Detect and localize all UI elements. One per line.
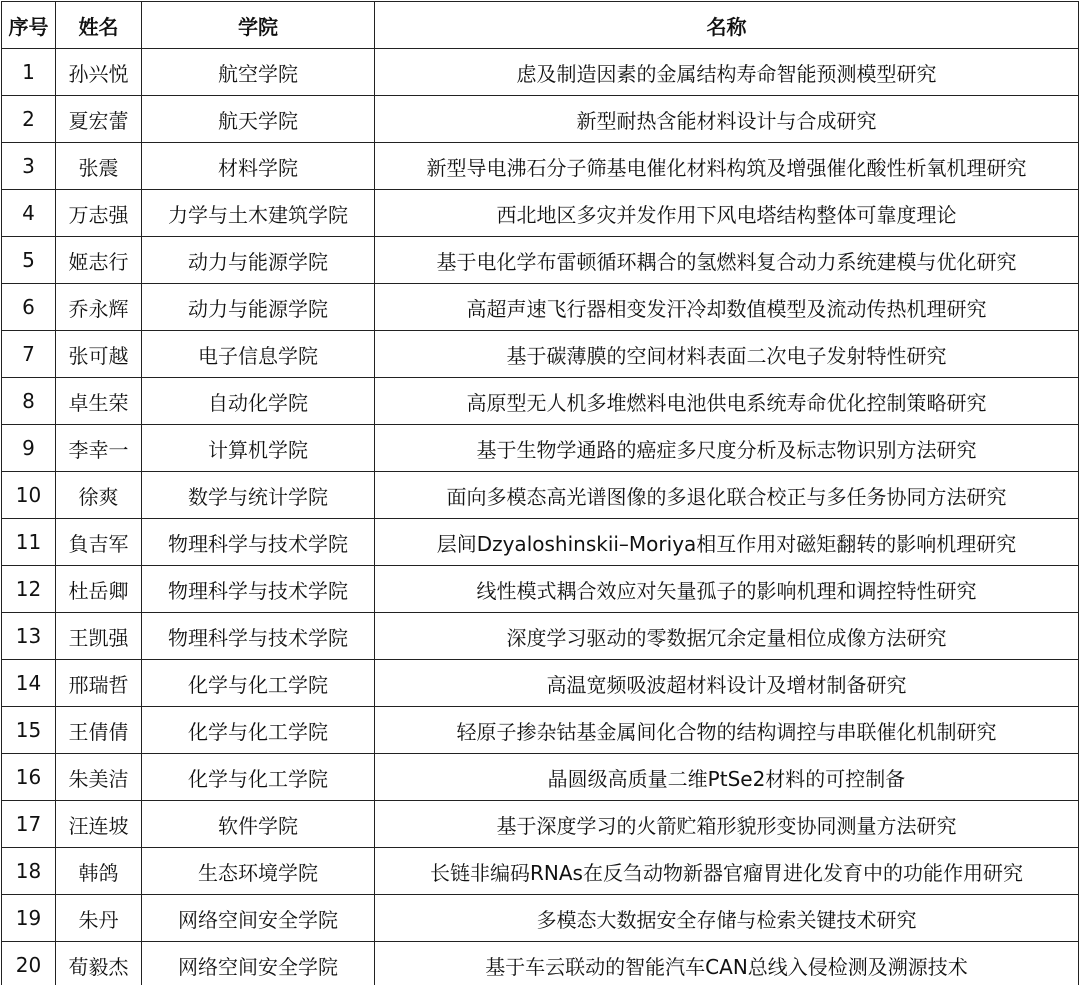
cell-index: 19 [2, 895, 56, 942]
cell-name: 邢瑞哲 [56, 660, 142, 707]
table-body [2, 49, 1079, 985]
cell-name: 荀毅杰 [56, 942, 142, 985]
cell-title: 基于车云联动的智能汽车CAN总线入侵检测及溯源技术 [375, 942, 1079, 985]
table-row [2, 801, 1079, 848]
table-row [2, 425, 1079, 472]
cell-index: 14 [2, 660, 56, 707]
cell-index: 5 [2, 237, 56, 284]
cell-name: 张可越 [56, 331, 142, 378]
cell-school: 软件学院 [142, 801, 375, 848]
table-row [2, 566, 1079, 613]
cell-title: 线性模式耦合效应对矢量孤子的影响机理和调控特性研究 [375, 566, 1079, 613]
cell-school: 材料学院 [142, 143, 375, 190]
cell-index: 17 [2, 801, 56, 848]
cell-name: 张震 [56, 143, 142, 190]
cell-name: 朱美洁 [56, 754, 142, 801]
cell-title: 高超声速飞行器相变发汗冷却数值模型及流动传热机理研究 [375, 284, 1079, 331]
cell-school: 自动化学院 [142, 378, 375, 425]
cell-title: 新型导电沸石分子筛基电催化材料构筑及增强催化酸性析氧机理研究 [375, 143, 1079, 190]
cell-school: 网络空间安全学院 [142, 942, 375, 985]
cell-name: 徐爽 [56, 472, 142, 519]
cell-school: 化学与化工学院 [142, 707, 375, 754]
cell-name: 姬志行 [56, 237, 142, 284]
cell-title: 层间Dzyaloshinskii–Moriya相互作用对磁矩翻转的影响机理研究 [375, 519, 1079, 566]
cell-index: 3 [2, 143, 56, 190]
cell-index: 2 [2, 96, 56, 143]
table-row [2, 96, 1079, 143]
table-row [2, 472, 1079, 519]
cell-school: 计算机学院 [142, 425, 375, 472]
cell-title: 基于生物学通路的癌症多尺度分析及标志物识别方法研究 [375, 425, 1079, 472]
table-row [2, 613, 1079, 660]
cell-index: 10 [2, 472, 56, 519]
cell-index: 11 [2, 519, 56, 566]
table-row [2, 754, 1079, 801]
cell-school: 动力与能源学院 [142, 284, 375, 331]
cell-name: 杜岳卿 [56, 566, 142, 613]
cell-school: 生态环境学院 [142, 848, 375, 895]
header-school: 学院 [142, 2, 375, 49]
cell-school: 物理科学与技术学院 [142, 566, 375, 613]
cell-title: 长链非编码RNAs在反刍动物新器官瘤胃进化发育中的功能作用研究 [375, 848, 1079, 895]
cell-name: 乔永辉 [56, 284, 142, 331]
cell-index: 1 [2, 49, 56, 96]
cell-index: 15 [2, 707, 56, 754]
cell-name: 朱丹 [56, 895, 142, 942]
cell-title: 基于碳薄膜的空间材料表面二次电子发射特性研究 [375, 331, 1079, 378]
table-row [2, 190, 1079, 237]
table-row [2, 519, 1079, 566]
cell-school: 力学与土木建筑学院 [142, 190, 375, 237]
header-title: 名称 [375, 2, 1079, 49]
cell-title: 轻原子掺杂钴基金属间化合物的结构调控与串联催化机制研究 [375, 707, 1079, 754]
header-index: 序号 [2, 2, 56, 49]
cell-title: 晶圆级高质量二维PtSe2材料的可控制备 [375, 754, 1079, 801]
header-row [2, 2, 1079, 49]
cell-index: 18 [2, 848, 56, 895]
table-row [2, 942, 1079, 985]
cell-title: 西北地区多灾并发作用下风电塔结构整体可靠度理论 [375, 190, 1079, 237]
table-row [2, 707, 1079, 754]
table-row [2, 237, 1079, 284]
cell-title: 多模态大数据安全存储与检索关键技术研究 [375, 895, 1079, 942]
cell-index: 8 [2, 378, 56, 425]
cell-title: 面向多模态高光谱图像的多退化联合校正与多任务协同方法研究 [375, 472, 1079, 519]
cell-name: 王倩倩 [56, 707, 142, 754]
cell-name: 王凯强 [56, 613, 142, 660]
cell-title: 虑及制造因素的金属结构寿命智能预测模型研究 [375, 49, 1079, 96]
cell-name: 万志强 [56, 190, 142, 237]
cell-index: 16 [2, 754, 56, 801]
cell-school: 数学与统计学院 [142, 472, 375, 519]
table-row [2, 895, 1079, 942]
cell-school: 电子信息学院 [142, 331, 375, 378]
cell-name: 汪连坡 [56, 801, 142, 848]
cell-school: 航天学院 [142, 96, 375, 143]
cell-index: 4 [2, 190, 56, 237]
cell-school: 航空学院 [142, 49, 375, 96]
table-header [2, 2, 1079, 49]
table-row [2, 660, 1079, 707]
cell-name: 負吉军 [56, 519, 142, 566]
cell-name: 夏宏蕾 [56, 96, 142, 143]
cell-name: 韩鸽 [56, 848, 142, 895]
cell-name: 卓生荣 [56, 378, 142, 425]
cell-index: 9 [2, 425, 56, 472]
cell-school: 化学与化工学院 [142, 754, 375, 801]
table-row [2, 848, 1079, 895]
project-table [1, 1, 1079, 985]
cell-index: 6 [2, 284, 56, 331]
cell-title: 高温宽频吸波超材料设计及增材制备研究 [375, 660, 1079, 707]
table-row [2, 331, 1079, 378]
cell-title: 基于深度学习的火箭贮箱形貌形变协同测量方法研究 [375, 801, 1079, 848]
cell-school: 网络空间安全学院 [142, 895, 375, 942]
cell-index: 20 [2, 942, 56, 985]
table-row [2, 143, 1079, 190]
table-row [2, 378, 1079, 425]
header-name: 姓名 [56, 2, 142, 49]
table-row [2, 284, 1079, 331]
cell-school: 物理科学与技术学院 [142, 519, 375, 566]
cell-index: 12 [2, 566, 56, 613]
cell-school: 物理科学与技术学院 [142, 613, 375, 660]
cell-school: 动力与能源学院 [142, 237, 375, 284]
cell-name: 李幸一 [56, 425, 142, 472]
cell-title: 基于电化学布雷顿循环耦合的氢燃料复合动力系统建模与优化研究 [375, 237, 1079, 284]
cell-school: 化学与化工学院 [142, 660, 375, 707]
cell-title: 高原型无人机多堆燃料电池供电系统寿命优化控制策略研究 [375, 378, 1079, 425]
cell-name: 孙兴悦 [56, 49, 142, 96]
cell-index: 13 [2, 613, 56, 660]
cell-title: 深度学习驱动的零数据冗余定量相位成像方法研究 [375, 613, 1079, 660]
cell-index: 7 [2, 331, 56, 378]
table-row [2, 49, 1079, 96]
cell-title: 新型耐热含能材料设计与合成研究 [375, 96, 1079, 143]
